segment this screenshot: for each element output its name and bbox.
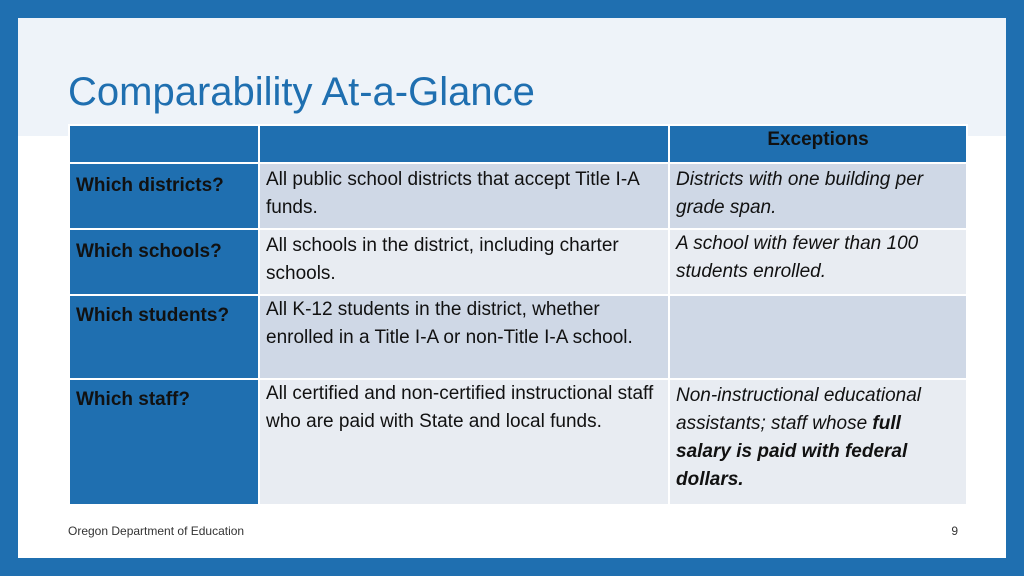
table-row	[69, 295, 967, 379]
row-question: Which schools?	[69, 229, 259, 295]
row-answer: All certified and non-certified instructional staff who are paid with State and local funds.	[259, 379, 669, 505]
table-row	[69, 229, 967, 295]
exception-text: Non-instructional educational assistants; staff whose	[676, 385, 922, 434]
row-exception: Districts with one building per grade span.	[669, 163, 967, 229]
row-answer: All public school districts that accept Title I-A funds.	[259, 163, 669, 229]
header-cell-answer	[259, 125, 669, 163]
row-answer: All schools in the district, including charter schools.	[259, 229, 669, 295]
exception-emphasis: full salary is paid with federal dollars.	[676, 413, 908, 490]
row-exception	[669, 379, 967, 505]
header-cell-question	[69, 125, 259, 163]
row-question: Which staff?	[69, 379, 259, 505]
row-question: Which districts?	[69, 163, 259, 229]
row-exception: A school with fewer than 100 students enrolled.	[669, 229, 967, 295]
slide	[18, 18, 1006, 558]
table-header-row	[69, 125, 967, 163]
row-answer: All K-12 students in the district, whether enrolled in a Title I-A or non-Title I-A school.	[259, 295, 669, 379]
table-row	[69, 163, 967, 229]
header-cell-exceptions: Exceptions	[669, 125, 967, 163]
footer-organization: Oregon Department of Education	[68, 524, 245, 538]
row-exception	[669, 295, 967, 379]
page-number: 9	[951, 524, 958, 538]
row-question: Which students?	[69, 295, 259, 379]
slide-title: Comparability At-a-Glance	[68, 70, 535, 114]
comparability-table	[68, 124, 968, 506]
table-row	[69, 379, 967, 505]
